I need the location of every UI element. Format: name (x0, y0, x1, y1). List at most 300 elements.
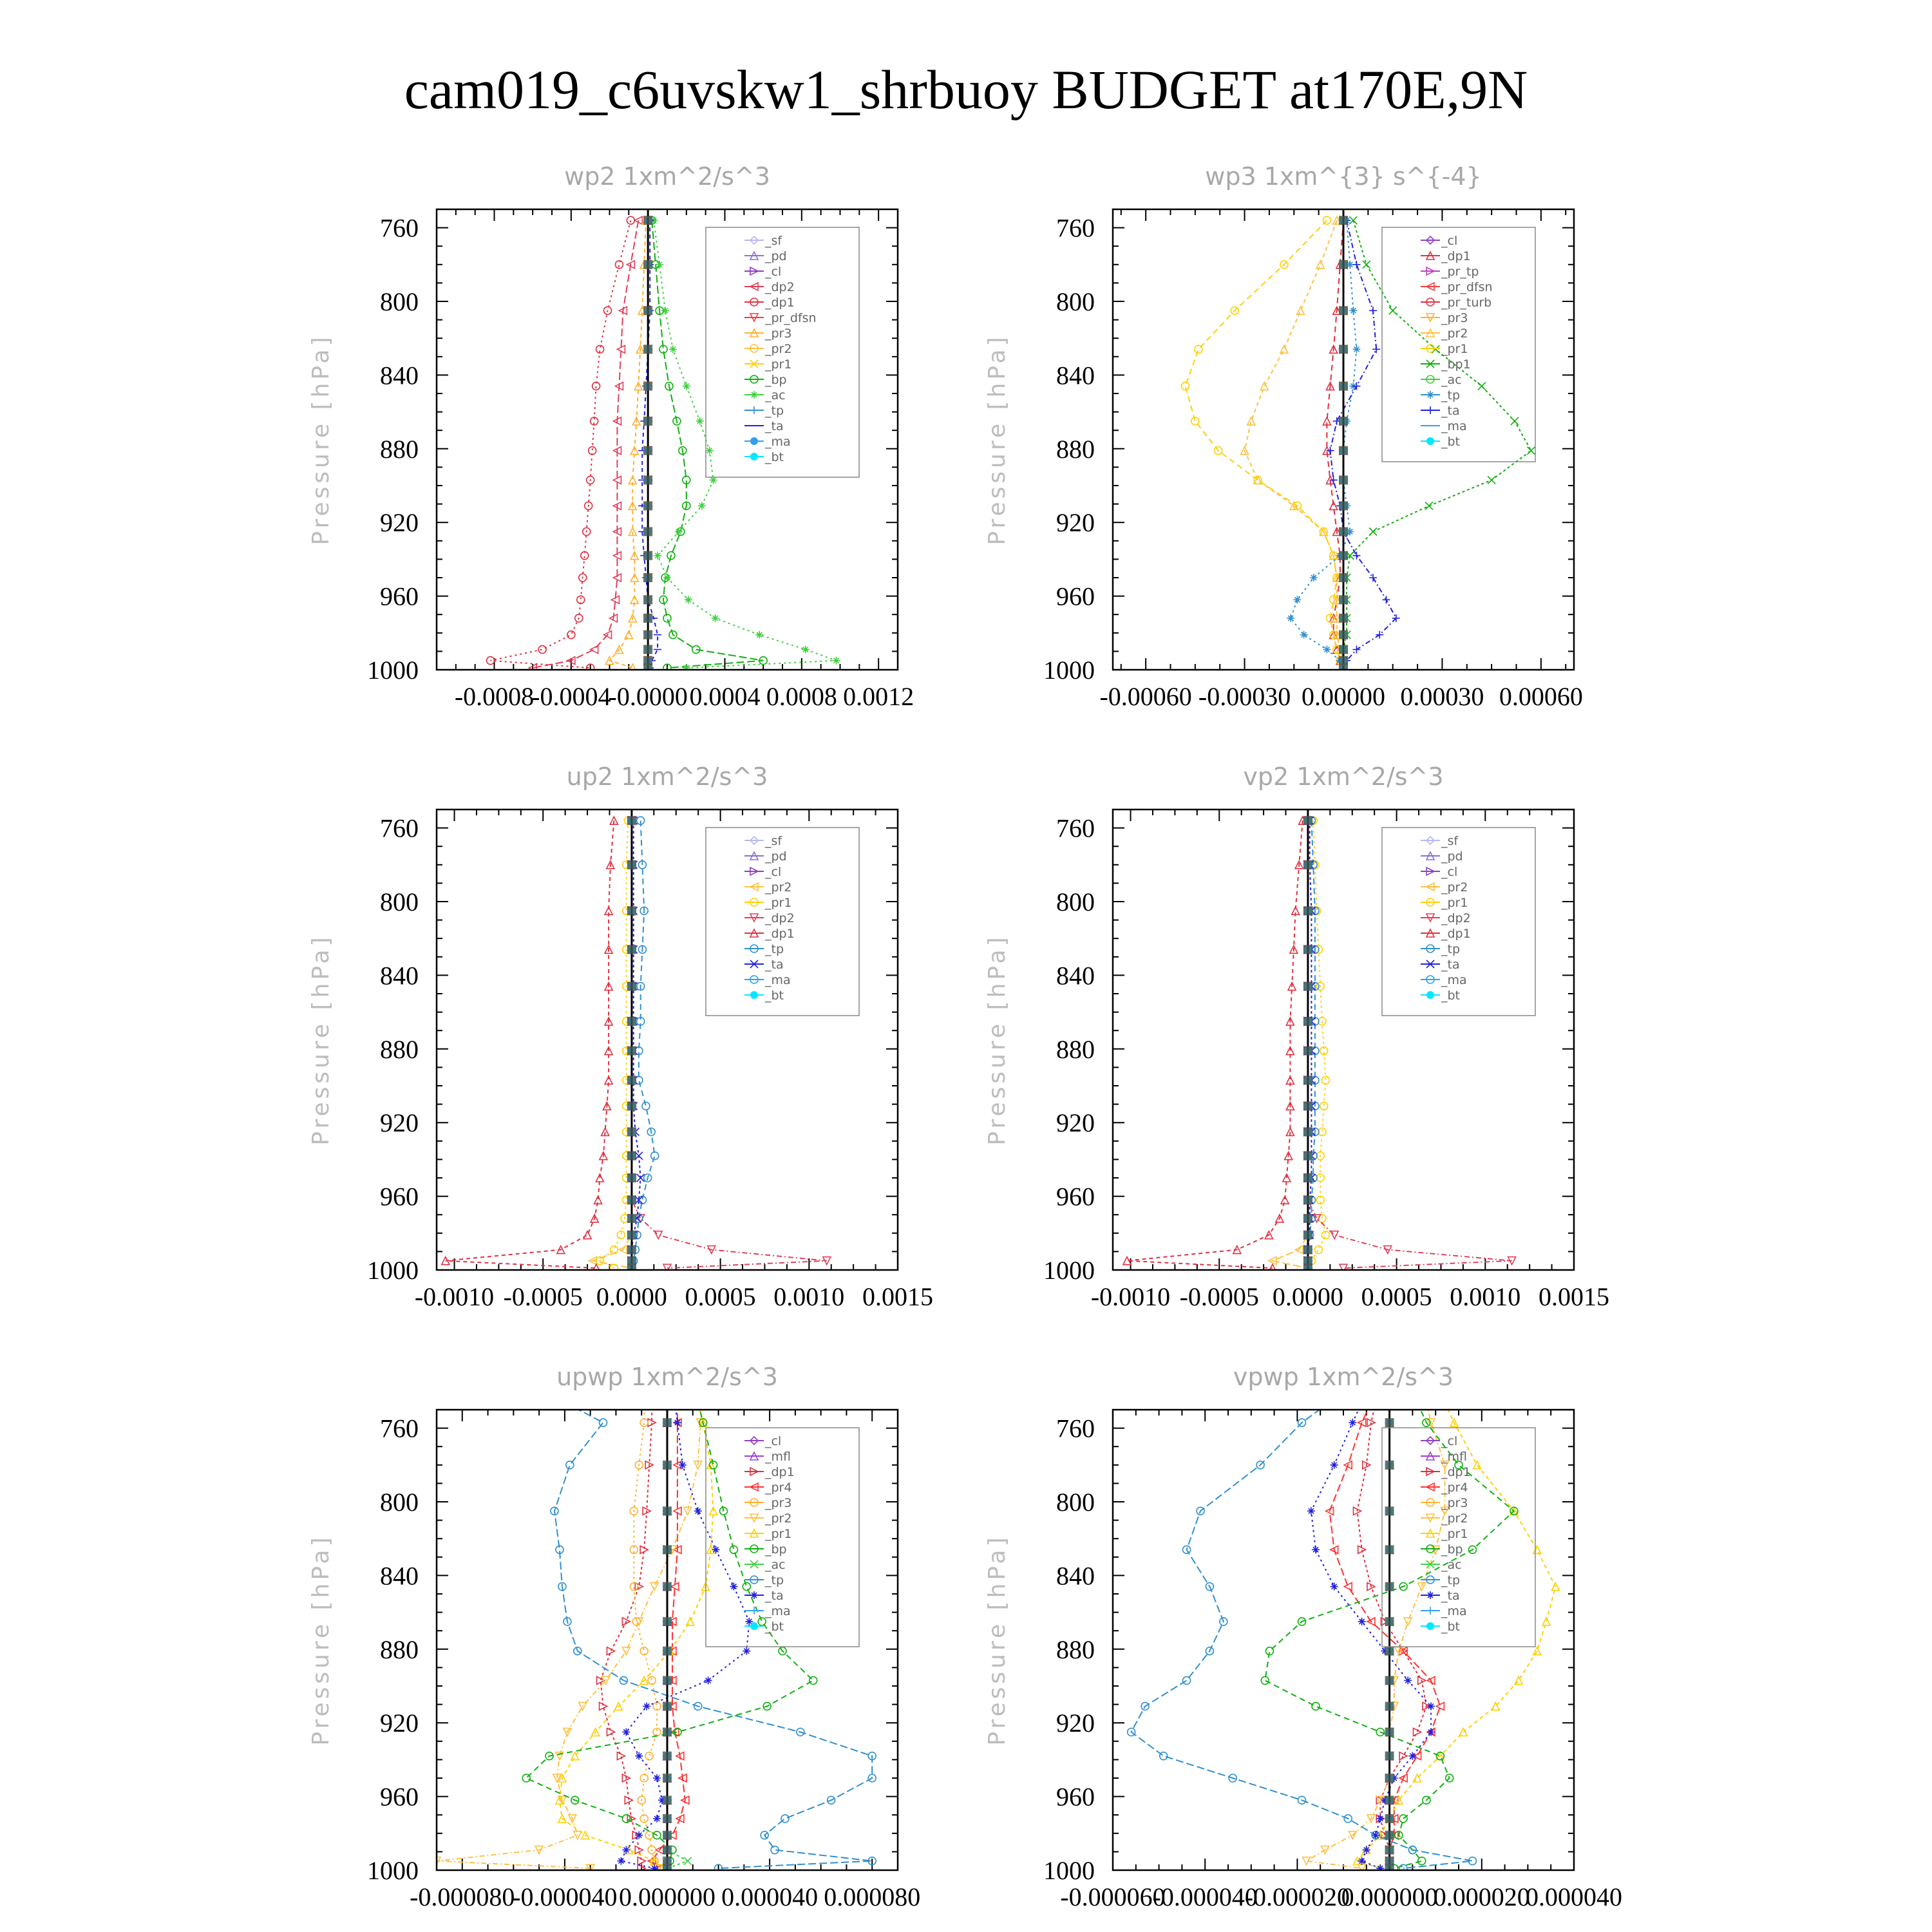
panel-title: vpwp 1xm^2/s^3 (1233, 1363, 1454, 1391)
data-point_ta (1369, 574, 1377, 582)
data-point_mfl (1386, 1399, 1394, 1406)
reference-marker (1339, 551, 1348, 560)
data-point_bp (622, 1815, 630, 1823)
y-tick-label: 880 (1056, 1634, 1095, 1664)
legend (1382, 828, 1535, 1016)
y-tick-label: 760 (380, 1414, 419, 1443)
legend-marker_bt (1426, 991, 1434, 999)
legend (706, 1428, 859, 1647)
data-point_ta (1427, 1728, 1435, 1736)
legend-label_ac: _ac (1441, 1558, 1462, 1572)
data-point_pr2 (650, 1583, 658, 1591)
y-tick-label: 840 (1056, 961, 1095, 990)
reference-marker (663, 1728, 672, 1737)
x-tick-label: 0.00030 (1400, 682, 1484, 711)
x-tick-label: 0.000040 (1526, 1882, 1622, 1911)
data-point_tp (561, 1399, 569, 1406)
y-tick-label: 1000 (1043, 656, 1095, 685)
legend-label_dp1: _dp1 (765, 927, 795, 941)
x-tick-label: -0.0010 (414, 1282, 495, 1311)
figure-title: cam019_c6uvskw1_shrbuoy BUDGET at170E,9N (404, 59, 1528, 120)
reference-marker (1339, 475, 1348, 484)
plot-frame (1113, 1410, 1574, 1870)
data-point_pr1 (1254, 476, 1262, 484)
x-tick-label: -0.000040 (1152, 1882, 1258, 1911)
x-tick-label: 0.000020 (1433, 1882, 1530, 1911)
y-tick-label: 960 (1056, 1782, 1095, 1812)
legend-label_pr4: _pr4 (1441, 1481, 1468, 1495)
x-tick-label: 0.0008 (766, 682, 837, 711)
data-point_dp1 (1399, 1752, 1407, 1760)
series-line_pr2 (1307, 1403, 1445, 1869)
x-tick-label: 0.00060 (1499, 682, 1583, 711)
legend-label_ma: _ma (765, 1604, 791, 1618)
x-tick-label: 0.00000 (1302, 682, 1385, 711)
legend-label_ma: _ma (765, 435, 791, 449)
reference-marker (643, 501, 652, 510)
data-point_bp1 (1478, 383, 1486, 390)
reference-marker (643, 345, 652, 354)
y-tick-label: 760 (1056, 1414, 1095, 1443)
legend-label_pr1: _pr1 (1441, 1527, 1468, 1541)
y-tick-label: 760 (1056, 813, 1095, 843)
legend-marker_tp (750, 406, 758, 414)
legend-label_ta: _ta (765, 958, 784, 972)
reference-marker (1339, 306, 1348, 315)
legend-marker_ta (1426, 406, 1434, 414)
data-point_ac (1386, 1399, 1394, 1406)
data-point_dp1 (1372, 1399, 1379, 1406)
reference-marker (1385, 1774, 1394, 1783)
legend-marker_ma (750, 1607, 758, 1615)
legend-label_cl: _cl (765, 865, 782, 879)
legend-label_ta: _ta (765, 419, 784, 433)
legend-label_pr3: _pr3 (765, 1496, 792, 1510)
y-tick-label: 960 (1056, 582, 1095, 611)
legend-label_bt: _bt (765, 989, 784, 1003)
reference-marker (1303, 816, 1312, 825)
y-tick-label: 800 (1056, 1488, 1095, 1517)
budget-panel-1 (308, 162, 914, 711)
x-tick-label: 0.0015 (1539, 1282, 1609, 1311)
legend (706, 227, 859, 477)
data-point_tp (1160, 1752, 1168, 1760)
data-point_pr2 (1358, 1864, 1366, 1872)
y-tick-label: 800 (380, 887, 419, 916)
data-point_bt (1386, 1399, 1394, 1406)
data-point_ta (674, 1419, 681, 1426)
legend-label_ma: _ma (1441, 1604, 1467, 1618)
y-axis-label: Pressure [hPa] (984, 934, 1010, 1146)
reference-marker (1339, 501, 1348, 510)
legend-label_pr2: _pr2 (1441, 880, 1468, 895)
series-line_bp1 (1343, 220, 1531, 668)
legend-marker_bt (750, 453, 758, 460)
series-line_pr2 (1245, 220, 1343, 668)
reference-marker (1303, 1173, 1312, 1182)
reference-marker (663, 1506, 672, 1515)
plot-frame (437, 810, 898, 1270)
legend-label_ma: _ma (1441, 973, 1467, 987)
y-tick-label: 920 (1056, 1709, 1095, 1738)
reference-marker (1303, 1046, 1312, 1056)
series-line_dp2 (1308, 820, 1512, 1268)
legend-label_sf: _sf (765, 234, 782, 248)
y-tick-label: 960 (1056, 1182, 1095, 1211)
legend-label_ma: _ma (1441, 419, 1467, 433)
data-point_pr3 (640, 1399, 648, 1406)
data-point_ta (743, 1647, 750, 1655)
data-point_pr4 (1436, 1702, 1444, 1710)
reference-marker (663, 1795, 672, 1804)
series-line_tp (554, 1403, 872, 1869)
reference-marker (643, 551, 652, 560)
data-point_ta (1352, 261, 1360, 269)
reference-marker (643, 630, 652, 639)
legend-label_dp1: _dp1 (765, 296, 795, 310)
data-point_pr1 (1182, 383, 1189, 390)
series-line_dp1 (1127, 820, 1303, 1268)
budget-panel-4 (984, 762, 1609, 1311)
y-tick-label: 880 (380, 434, 419, 464)
data-point_pr1 (1195, 345, 1202, 353)
data-point_bp1 (1389, 307, 1397, 314)
y-tick-label: 1000 (367, 1856, 419, 1885)
y-axis-label: Pressure [hPa] (308, 934, 334, 1146)
y-tick-label: 880 (1056, 434, 1095, 464)
x-tick-label: -0.0005 (503, 1282, 583, 1311)
data-point_pr1 (1441, 1399, 1449, 1406)
reference-marker (1303, 1128, 1312, 1137)
data-point_ta (1352, 383, 1360, 390)
data-point_dp1 (583, 1231, 591, 1239)
reference-marker (643, 663, 652, 672)
x-tick-label: -0.00030 (1198, 682, 1291, 711)
reference-marker (663, 1676, 672, 1685)
reference-marker (627, 1173, 636, 1182)
reference-marker (627, 1231, 636, 1240)
data-point_cl (663, 1399, 671, 1406)
legend-label_pr1: _pr1 (1441, 896, 1468, 910)
reference-marker (1385, 1864, 1394, 1873)
legend-label_pr1: _pr1 (765, 357, 792, 372)
budget-panel-2 (984, 162, 1583, 711)
data-point_mfl (663, 1399, 671, 1406)
data-point_bp1 (1432, 345, 1439, 353)
reference-marker (643, 475, 652, 484)
reference-marker (1303, 1101, 1312, 1110)
data-point_pr2 (1427, 1419, 1435, 1426)
reference-marker (1339, 573, 1348, 582)
data-point_bp (1418, 1857, 1426, 1865)
legend-label_sf: _sf (1441, 834, 1459, 848)
x-tick-label: -0.0008 (454, 682, 535, 711)
y-tick-label: 880 (380, 1634, 419, 1664)
plot-area (1182, 209, 1535, 672)
budget-panel-6 (984, 1363, 1622, 1911)
data-point_tp (1326, 1399, 1334, 1406)
reference-marker (627, 1017, 636, 1026)
y-tick-label: 800 (1056, 287, 1095, 316)
reference-marker (627, 1151, 636, 1160)
reference-marker (1339, 260, 1348, 269)
reference-marker (1385, 1545, 1394, 1554)
legend-marker_ma (750, 437, 758, 445)
data-point_pr1 (1542, 1618, 1550, 1625)
legend-label_pr1: _pr1 (765, 1527, 792, 1541)
reference-marker (663, 1701, 672, 1710)
plot-frame (1113, 810, 1574, 1270)
data-point_dp1 (589, 447, 596, 455)
panel-title: wp3 1xm^{3} s^{-4} (1205, 162, 1482, 191)
data-point_pr1 (687, 1618, 694, 1625)
reference-marker (663, 1647, 672, 1656)
y-tick-label: 920 (380, 1108, 419, 1138)
reference-marker (1385, 1461, 1394, 1470)
panel-title: vp2 1xm^2/s^3 (1243, 762, 1444, 791)
data-point_ac (833, 657, 840, 665)
data-point_ma (663, 1399, 671, 1406)
series-line_dp1 (446, 820, 614, 1268)
legend-label_ac: _ac (1441, 373, 1462, 387)
x-tick-label: 0.0015 (862, 1282, 933, 1311)
reference-marker (1303, 1231, 1312, 1240)
panel-title: up2 1xm^2/s^3 (566, 762, 768, 791)
legend-label_bp: _bp (765, 1542, 787, 1557)
data-point_ta (671, 1399, 679, 1406)
y-tick-label: 840 (380, 961, 419, 990)
legend-label_bt: _bt (765, 1620, 784, 1634)
reference-marker (663, 1582, 672, 1591)
legend-label_ac: _ac (765, 1558, 786, 1572)
data-point_pr4 (1344, 1583, 1352, 1591)
x-tick-label: 0.0012 (843, 682, 914, 711)
series-line_pr1 (600, 820, 628, 1268)
reference-marker (1385, 1795, 1394, 1804)
data-point_ta (637, 1174, 645, 1182)
legend-marker_ma (1426, 1607, 1434, 1615)
legend-label_pr4: _pr4 (765, 1481, 792, 1495)
data-point_bp1 (1369, 528, 1377, 536)
data-point_pr2 (1316, 261, 1324, 269)
reference-marker (1385, 1846, 1394, 1855)
legend-label_pr2: _pr2 (1441, 1511, 1468, 1526)
legend-label_dp1: _dp1 (765, 1465, 795, 1479)
panel-title: upwp 1xm^2/s^3 (556, 1363, 778, 1391)
legend-label_bt: _bt (1441, 1620, 1461, 1634)
legend-marker_ta (1426, 1591, 1434, 1599)
reference-marker (1385, 1617, 1394, 1626)
legend-label_tp: _tp (1441, 942, 1461, 956)
legend-label_pd: _pd (765, 849, 787, 864)
series-line_bp (652, 220, 763, 668)
budget-panel-5 (308, 1363, 920, 1911)
data-point_cl (1386, 1399, 1394, 1406)
data-point_pr1 (1323, 216, 1331, 224)
legend-label_pr_turb: _pr_turb (1441, 296, 1492, 310)
legend-label_cl: _cl (765, 1434, 782, 1448)
legend-label_pr_dfsn: _pr_dfsn (1441, 280, 1493, 294)
data-point_ac (712, 614, 719, 622)
legend-label_dp2: _dp2 (765, 280, 795, 294)
data-point_pr4 (674, 1399, 681, 1406)
data-point_dp1 (648, 1399, 656, 1406)
reference-marker (663, 1752, 672, 1761)
y-tick-label: 840 (1056, 361, 1095, 390)
reference-marker (627, 1046, 636, 1056)
x-tick-label: 0.000080 (824, 1882, 921, 1911)
x-tick-label: -0.000020 (1244, 1882, 1350, 1911)
budget-panel-3 (308, 762, 933, 1311)
legend-label_tp: _tp (1441, 388, 1461, 402)
y-tick-label: 880 (1056, 1034, 1095, 1064)
data-point_ta (712, 1546, 720, 1553)
data-point_pr1 (694, 1399, 702, 1406)
legend-label_pr1: _pr1 (1441, 342, 1468, 356)
data-point_pr3 (1386, 1399, 1394, 1406)
data-point_bp1 (1425, 502, 1433, 509)
reference-marker (643, 595, 652, 604)
data-point_tp (642, 1102, 650, 1110)
reference-marker (1303, 906, 1312, 915)
reference-marker (1385, 1831, 1394, 1840)
reference-marker (1385, 1814, 1394, 1823)
legend-label_pr2: _pr2 (765, 880, 792, 895)
reference-marker (663, 1846, 672, 1855)
legend-label_bt: _bt (765, 450, 784, 464)
reference-marker (643, 527, 652, 536)
data-point_dp1 (592, 383, 600, 390)
reference-marker (1385, 1647, 1394, 1656)
data-point_ta (1427, 1702, 1435, 1710)
legend-label_pd: _pd (765, 249, 787, 263)
reference-marker (663, 1774, 672, 1783)
data-point_ac (663, 1399, 671, 1406)
reference-marker (1339, 527, 1348, 536)
panel-title: wp2 1xm^2/s^3 (564, 162, 770, 191)
series-line_pr2 (1273, 820, 1308, 1268)
data-point_bp (1414, 1399, 1421, 1406)
data-point_tp (566, 1461, 574, 1469)
data-point_ta (1376, 1864, 1384, 1872)
legend-label_pr_tp: _pr_tp (1441, 265, 1479, 279)
reference-marker (663, 1814, 672, 1823)
reference-marker (1303, 1245, 1312, 1255)
y-tick-label: 920 (1056, 508, 1095, 538)
reference-marker (1385, 1582, 1394, 1591)
reference-marker (1339, 630, 1348, 639)
data-point_ac (696, 417, 704, 425)
reference-marker (627, 1101, 636, 1110)
y-axis-label: Pressure [hPa] (984, 1534, 1010, 1746)
data-point_pr3 (640, 1647, 648, 1655)
data-point_ac (683, 383, 690, 390)
x-tick-label: -0.0000 (608, 682, 688, 711)
data-point_dp2 (663, 1264, 671, 1272)
data-point_dp1 (1269, 1264, 1276, 1272)
reference-marker (1339, 446, 1348, 455)
data-point_pr3 (629, 664, 636, 672)
series-line_dp2 (632, 820, 827, 1268)
reference-marker (1385, 1752, 1394, 1761)
legend-label_dp1: _dp1 (1441, 249, 1471, 263)
data-point_ac (669, 345, 677, 353)
x-tick-label: 0.0000 (596, 1282, 667, 1311)
reference-marker (663, 1864, 672, 1873)
legend-label_pr2: _pr2 (765, 342, 792, 356)
series-line_pr3 (610, 220, 647, 668)
reference-marker (643, 645, 652, 654)
x-tick-label: -0.000040 (512, 1882, 618, 1911)
data-point_pr2 (1297, 307, 1305, 314)
y-tick-label: 1000 (367, 1256, 419, 1285)
data-point_ta (1363, 1846, 1370, 1854)
legend (1382, 1428, 1535, 1647)
legend-label_cl: _cl (765, 265, 782, 279)
data-point_bp1 (1528, 447, 1535, 455)
reference-marker (627, 1075, 636, 1084)
y-tick-label: 800 (380, 287, 419, 316)
y-axis-label: Pressure [hPa] (984, 334, 1010, 545)
data-point_ta (705, 1676, 712, 1684)
legend-label_bp: _bp (765, 373, 787, 387)
x-tick-label: -0.00060 (1099, 682, 1192, 711)
data-point_ac (654, 552, 661, 560)
legend-marker_bt (750, 991, 758, 999)
data-point_dp1 (607, 1647, 614, 1655)
reference-marker (627, 1264, 636, 1273)
reference-marker (1339, 216, 1348, 225)
data-point_bp (694, 1399, 702, 1406)
reference-marker (643, 306, 652, 315)
series-line_ta (1311, 1403, 1431, 1869)
reference-marker (663, 1617, 672, 1626)
x-tick-label: 0.0010 (773, 1282, 845, 1311)
x-tick-label: -0.000060 (1060, 1882, 1166, 1911)
reference-marker (663, 1545, 672, 1554)
data-point_ta (1331, 1461, 1338, 1469)
data-point_ta (1331, 1583, 1338, 1591)
data-point_dp1 (1414, 1728, 1421, 1736)
data-point_bp1 (1488, 476, 1495, 484)
data-point_pr1 (1533, 1647, 1541, 1655)
data-point_dp1 (607, 1728, 614, 1736)
reference-marker (1385, 1701, 1394, 1710)
reference-marker (643, 573, 652, 582)
y-tick-label: 840 (380, 1561, 419, 1591)
data-point_ta (617, 1857, 625, 1865)
reference-marker (1303, 860, 1312, 869)
reference-marker (643, 614, 652, 623)
reference-marker (627, 906, 636, 915)
data-point_tp (781, 1815, 789, 1823)
x-tick-label: -0.000080 (410, 1882, 515, 1911)
x-tick-label: -0.0005 (1179, 1282, 1259, 1311)
reference-marker (627, 816, 636, 825)
data-point_bp (743, 1583, 750, 1591)
legend-label_cl: _cl (1441, 865, 1458, 879)
reference-marker (1303, 1195, 1312, 1204)
data-point_pr2 (1260, 383, 1268, 390)
legend-marker_bt (1426, 1622, 1434, 1630)
y-tick-label: 1000 (367, 656, 419, 685)
y-tick-label: 800 (380, 1488, 419, 1517)
reference-marker (1303, 1075, 1312, 1084)
y-tick-label: 920 (1056, 1108, 1095, 1138)
reference-marker (643, 417, 652, 426)
reference-marker (1339, 382, 1348, 391)
reference-marker (1385, 1506, 1394, 1515)
